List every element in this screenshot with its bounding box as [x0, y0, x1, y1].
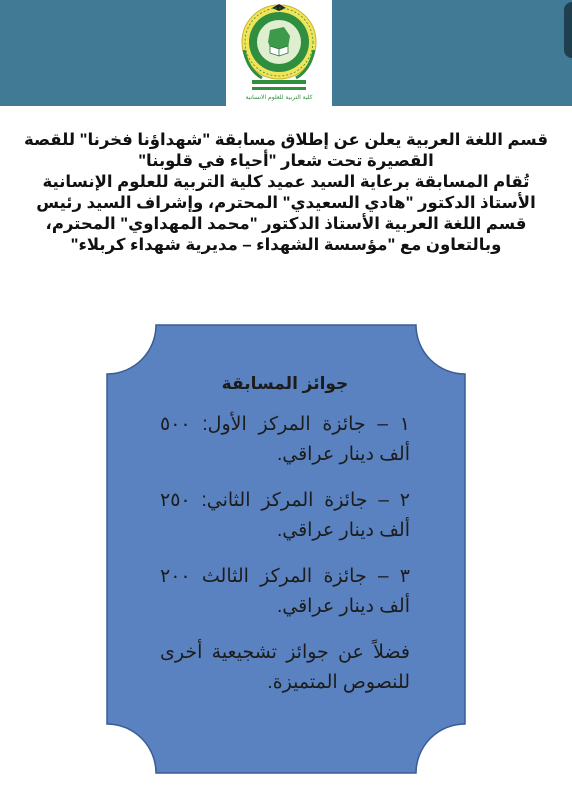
prize-item: ١ – جائزة المركز الأول: ٥٠٠ ألف دينار عراقي.	[160, 414, 410, 465]
announcement-line: القصيرة تحت شعار "أحياء في قلوبنا"	[138, 152, 434, 170]
college-logo	[226, 0, 332, 106]
prize-item: ٣ – جائزة المركز الثالث ٢٠٠ ألف دينار عراقي.	[160, 566, 410, 617]
announcement-text	[14, 130, 558, 256]
prizes-heading: جوائز المسابقة	[221, 374, 349, 393]
announcement-line: قسم اللغة العربية يعلن عن إطلاق مسابقة "شهداؤنا فخرنا" للقصة	[23, 131, 549, 149]
prize-item: ٢ – جائزة المركز الثاني: ٢٥٠ ألف دينار عراقي.	[160, 490, 410, 541]
announcement-line: تُقام المسابقة برعاية السيد عميد كلية التربية للعلوم الإنسانية	[42, 173, 530, 191]
prizes-panel	[106, 324, 466, 774]
announcement-line: وبالتعاون مع "مؤسسة الشهداء – مديرية شهداء كربلاء"	[70, 236, 502, 254]
corner-tab	[564, 2, 572, 58]
announcement-line: قسم اللغة العربية الأستاذ الدكتور "محمد المهداوي" المحترم،	[45, 215, 527, 233]
announcement-line: الأستاذ الدكتور "هادي السعيدي" المحترم، وإشراف السيد رئيس	[36, 194, 536, 212]
prize-item: فضلاً عن جوائز تشجيعية أخرى للنصوص المتميزة.	[160, 642, 410, 693]
logo-caption: كلية التربية للعلوم الانسانية	[245, 94, 313, 101]
college-emblem-icon	[226, 0, 332, 106]
